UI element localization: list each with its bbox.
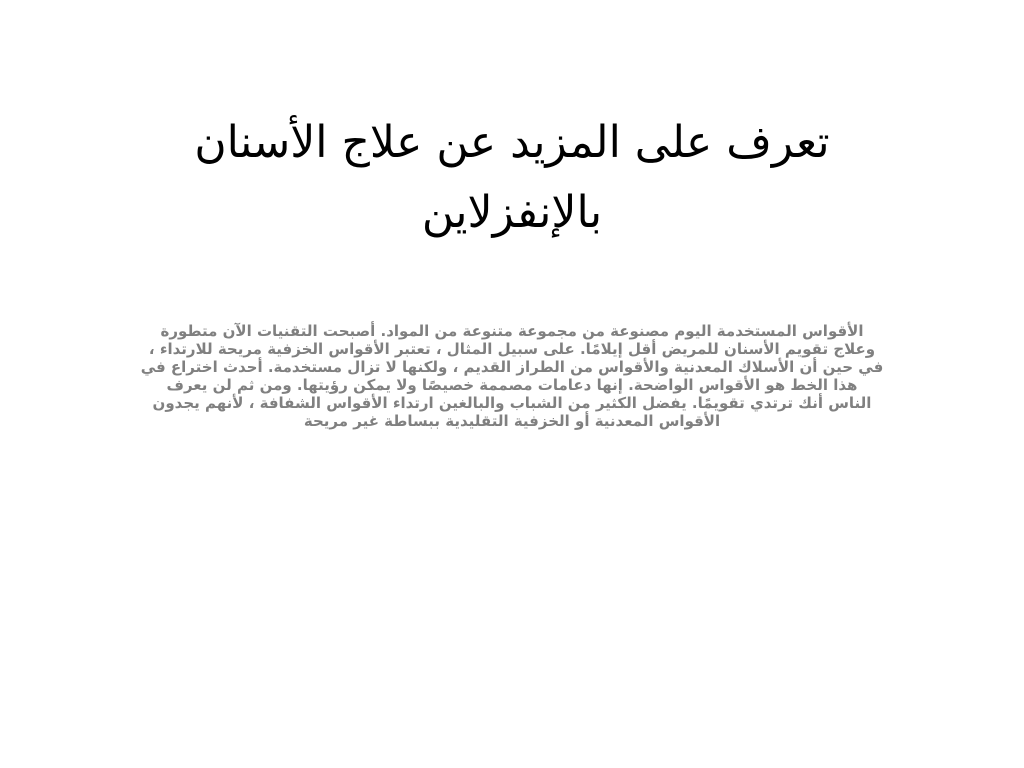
slide-body-text [112,322,912,430]
body-line-4: هذا الخط هو الأقواس الواضحة. إنها دعامات مصممة خصيصًا ولا يمكن رؤيتها. ومن ثم لن يعرف [166,376,858,394]
slide-title-line-2: بالإنفزلاين [421,187,603,238]
slide-title [100,108,924,248]
body-line-3: في حين أن الأسلاك المعدنية والأقواس من الطراز القديم ، ولكنها لا تزال مستخدمة. أحدث اختراع في [140,358,884,376]
body-line-5: الناس أنك ترتدي تقويمًا. يفضل الكثير من الشباب والبالغين ارتداء الأقواس الشفافة ، لأنهم يجدون [152,394,872,412]
body-line-1: الأقواس المستخدمة اليوم مصنوعة من مجموعة متنوعة من المواد. أصبحت التقنيات الآن متطورة [160,322,864,340]
body-line-2: وعلاج تقويم الأسنان للمريض أقل إيلامًا. على سبيل المثال ، تعتبر الأقواس الخزفية مريحة للارتداء ، [148,340,876,358]
slide-title-line-1: تعرف على المزيد عن علاج الأسنان [194,117,830,168]
body-line-6: الأقواس المعدنية أو الخزفية التقليدية ببساطة غير مريحة [303,412,721,430]
